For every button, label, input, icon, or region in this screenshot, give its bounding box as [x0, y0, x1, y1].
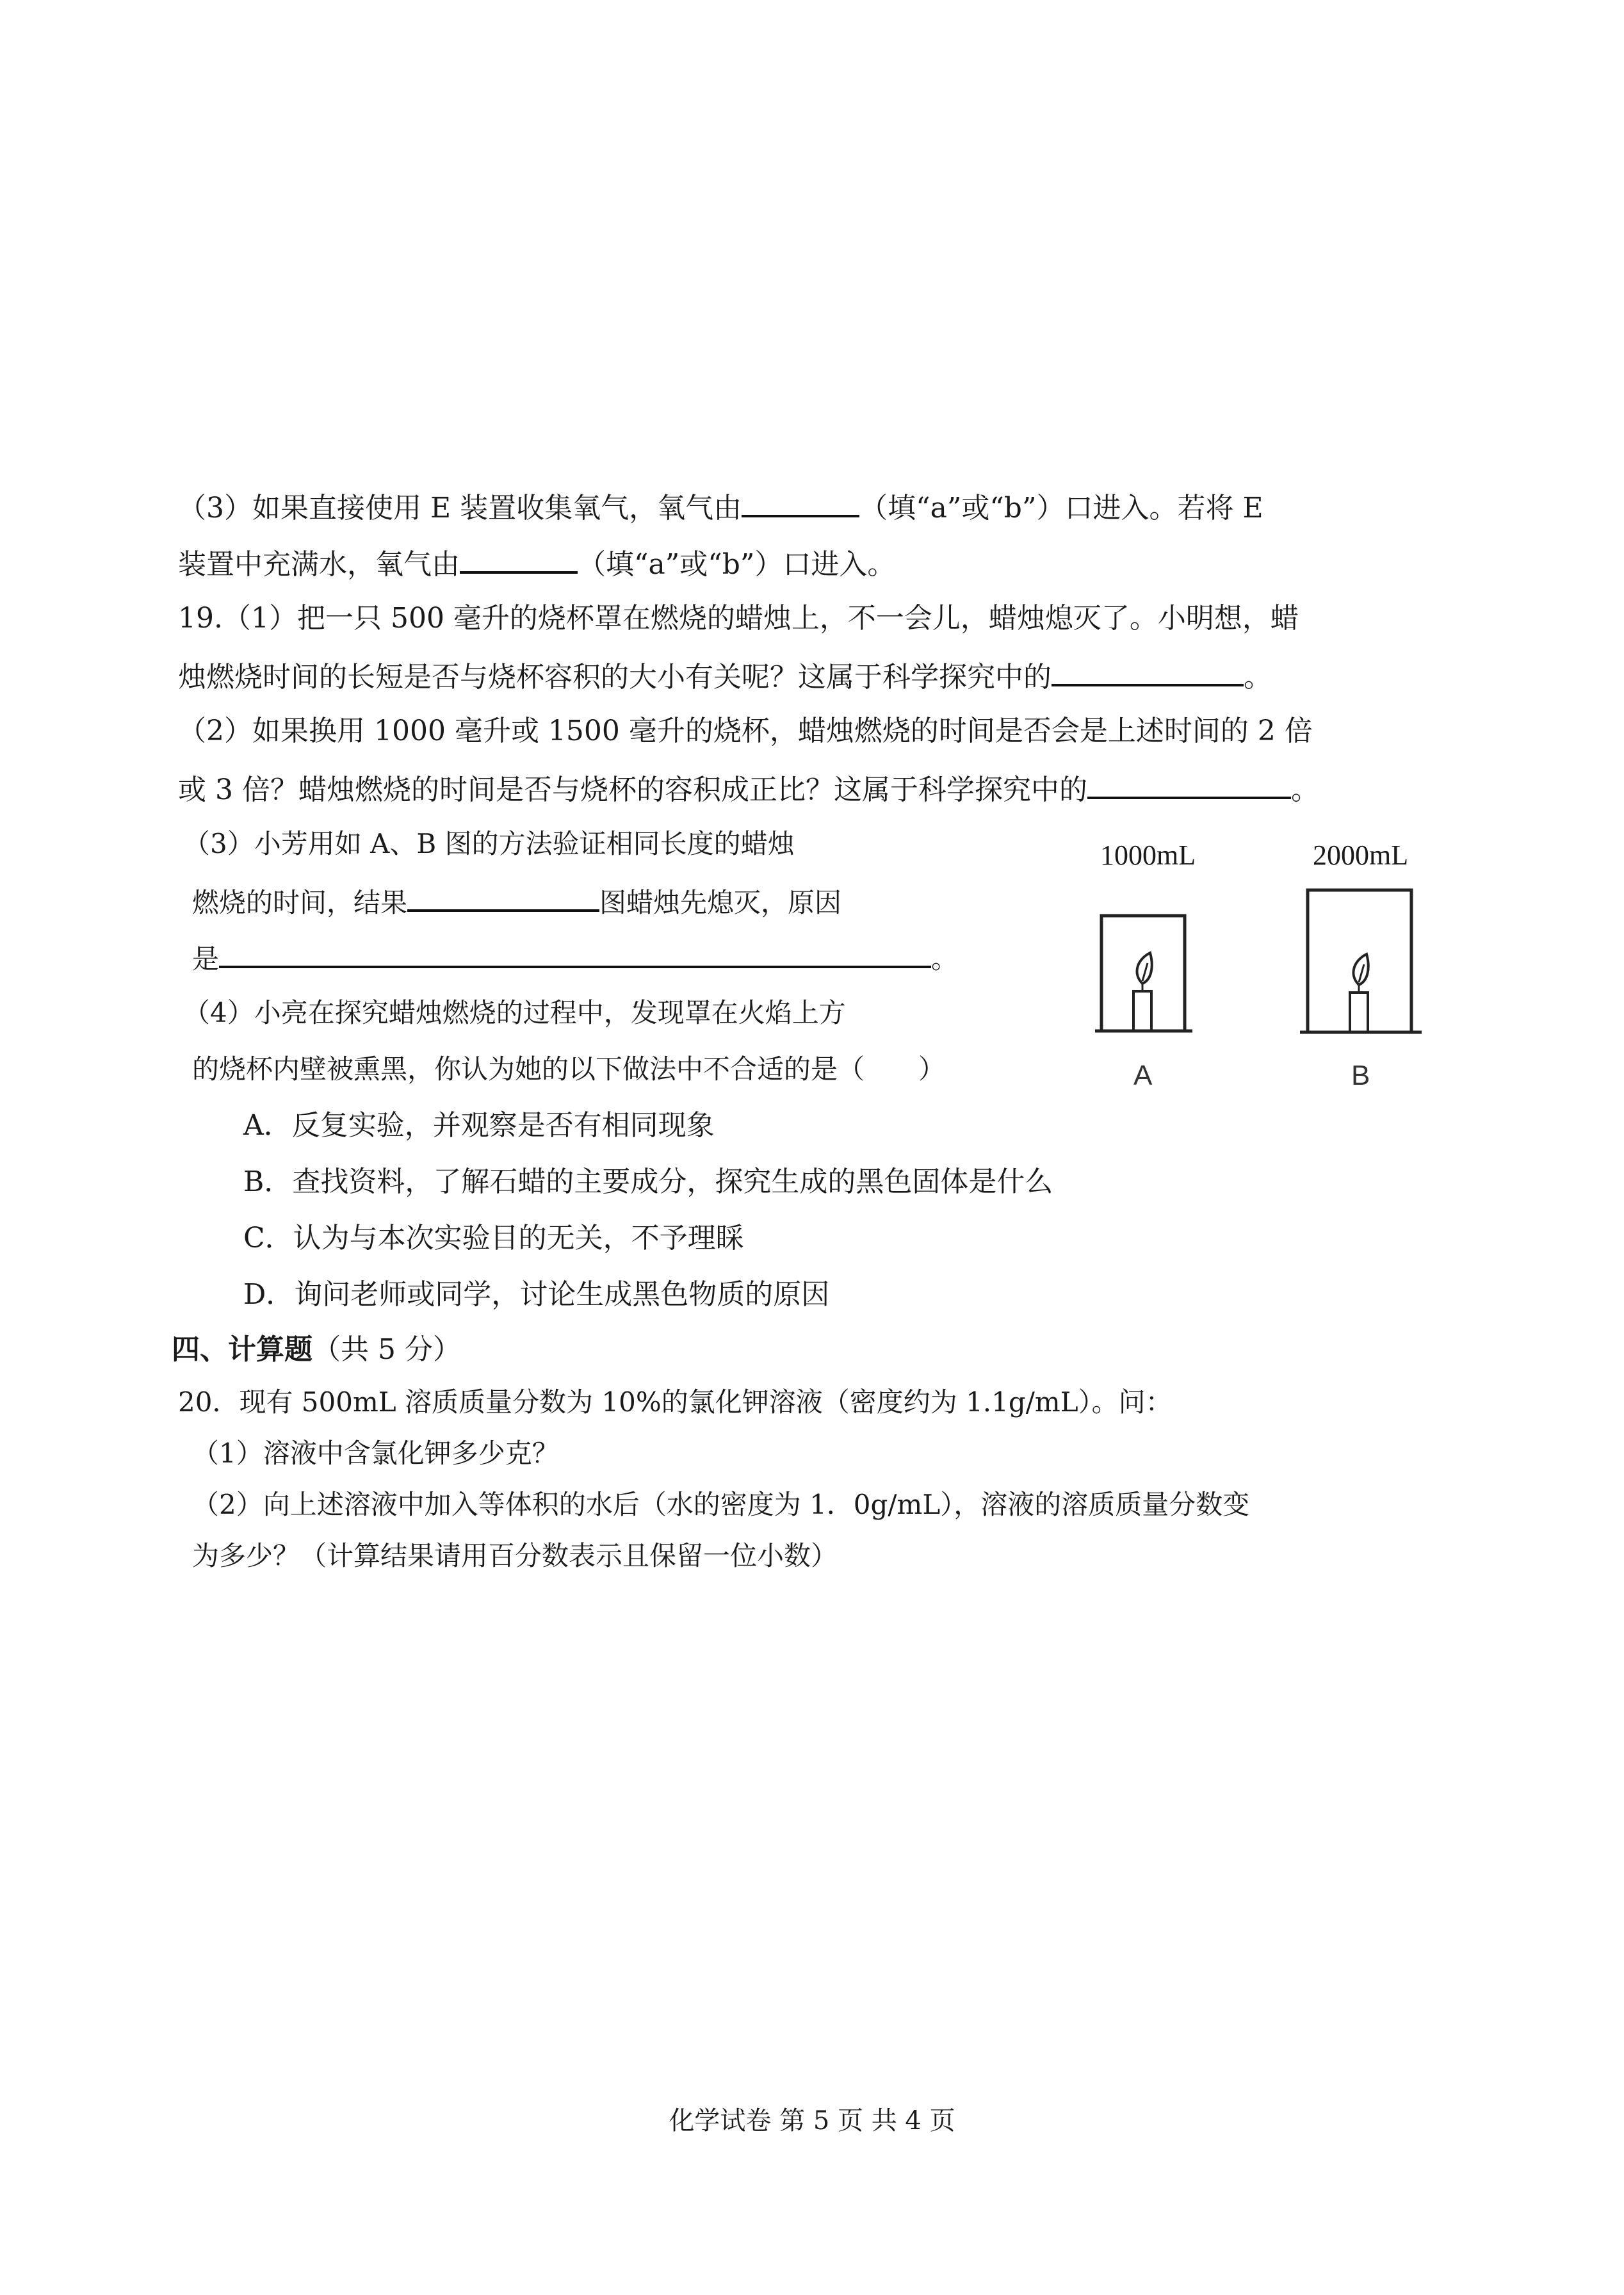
q19-option-d: D．询问老师或同学，讨论生成黑色物质的原因: [243, 1278, 830, 1311]
beakers-drawing: [1076, 884, 1434, 1050]
q18-blank-2[interactable]: [460, 543, 578, 574]
q19-option-a: A．反复实验，并观察是否有相同现象: [243, 1109, 715, 1142]
q19-p2-line-2: 或 3 倍？蜡烛燃烧的时间是否与烧杯的容积成正比？这属于科学探究中的 。: [178, 768, 1319, 809]
q19-blank-4[interactable]: [219, 937, 931, 968]
q19-blank-2[interactable]: [1087, 768, 1291, 799]
q19-p3-line-3: 是 。: [192, 937, 958, 978]
beaker-b-icon: [1300, 890, 1422, 1032]
beaker-a-icon: [1095, 916, 1192, 1031]
q19-option-c: C．认为与本次实验目的无关，不予理睬: [243, 1222, 744, 1254]
beaker-b-volume: 2000mL: [1313, 839, 1409, 871]
beaker-b-label: B: [1351, 1060, 1370, 1091]
q19-p4-line-1: （4）小亮在探究蜡烛燃烧的过程中，发现罩在火焰上方: [183, 997, 846, 1028]
q18-blank-1[interactable]: [742, 487, 859, 517]
q19-p1-line-2: 烛燃烧时间的长短是否与烧杯容积的大小有关呢？这属于科学探究中的 。: [178, 656, 1272, 697]
q19-blank-3[interactable]: [407, 881, 599, 912]
q20-line-1: 20．现有 500mL 溶质质量分数为 10%的氯化钾溶液（密度约为 1.1g/mL）。问：: [178, 1386, 1173, 1418]
page-footer: 化学试卷 第 5 页 共 4 页: [669, 2106, 955, 2136]
q19-option-b: B．查找资料，了解石蜡的主要成分，探究生成的黑色固体是什么: [243, 1165, 1053, 1198]
q20-sub-1: （1）溶液中含氯化钾多少克？: [192, 1438, 559, 1469]
q19-p4-line-2: 的烧杯内壁被熏黑，你认为她的以下做法中不合适的是（ ）: [192, 1053, 946, 1085]
section-4-heading: 四、计算题（共 5 分）: [172, 1333, 461, 1366]
q19-p2-line-1: （2）如果换用 1000 毫升或 1500 毫升的烧杯，蜡烛燃烧的时间是否会是上述时间的 2 倍: [178, 715, 1313, 747]
q19-p3-line-1: （3）小芳用如 A、B 图的方法验证相同长度的蜡烛: [183, 828, 795, 859]
q20-sub-2-line-2: 为多少？（计算结果请用百分数表示且保留一位小数）: [192, 1540, 838, 1571]
q18-line-1: （3）如果直接使用 E 装置收集氧气，氧气由 （填“a”或“b”）口进入。若将 E: [178, 487, 1263, 528]
q18-line-2: 装置中充满水，氧气由 （填“a”或“b”）口进入。: [178, 543, 895, 584]
beaker-a-label: A: [1133, 1060, 1153, 1091]
beaker-a-volume: 1000mL: [1100, 839, 1196, 871]
q20-sub-2-line-1: （2）向上述溶液中加入等体积的水后（水的密度为 1．0g/mL），溶液的溶质质量分数变: [192, 1489, 1250, 1520]
q19-blank-1[interactable]: [1052, 656, 1244, 686]
q19-p1-line-1: 19.（1）把一只 500 毫升的烧杯罩在燃烧的蜡烛上，不一会儿，蜡烛熄灭了。小明想，蜡: [178, 602, 1299, 635]
q19-p3-line-2: 燃烧的时间，结果 图蜡烛先熄灭，原因: [192, 881, 841, 922]
